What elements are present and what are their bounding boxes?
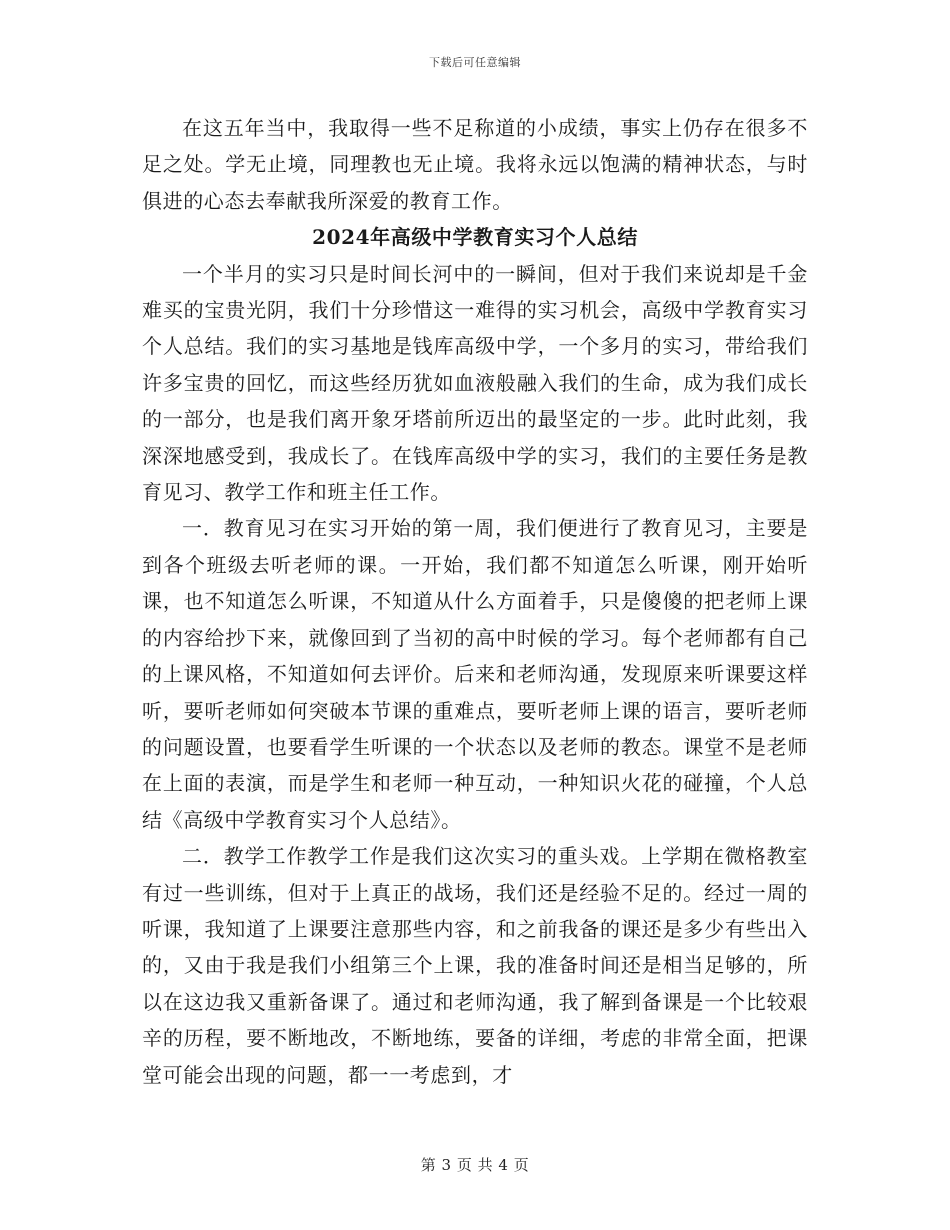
body-paragraph-intro: 一个半月的实习只是时间长河中的一瞬间，但对于我们来说却是千金难买的宝贵光阴，我们十分珍惜这一难得的实习机会，高级中学教育实习个人总结。我们的实习基地是钱库高级中学，一个多月的实习，带给我们许多宝贵的回忆，而这些经历犹如血液般融入我们的生命，成为我们成长的一部分，也是我们离开象牙塔前所迈出的最坚定的一步。此时此刻，我深深地感受到，我成长了。在钱库高级中学的实习，我们的主要任务是教育见习、教学工作和班主任工作。 (142, 261, 808, 505)
page-footer: 第 3 页 共 4 页 (420, 1156, 530, 1174)
body-paragraph-teaching: 二．教学工作教学工作是我们这次实习的重头戏。上学期在微格教室有过一些训练，但对于上真正的战场，我们还是经验不足的。经过一周的听课，我知道了上课要注意那些内容，和之前我备的课还是多少有些出入的，又由于我是我们小组第三个上课，我的准备时间还是相当足够的，所以在这边我又重新备课了。通过和老师沟通，我了解到备课是一个比较艰辛的历程，要不断地改，不断地练，要备的详细，考虑的非常全面，把课堂可能会出现的问题，都一一考虑到，才 (142, 844, 808, 1087)
document-body (142, 110, 808, 1093)
intro-paragraph: 在这五年当中，我取得一些不足称道的小成绩，事实上仍存在很多不足之处。学无止境，同理教也无止境。我将永远以饱满的精神状态，与时俱进的心态去奉献我所深爱的教育工作。 (142, 116, 808, 213)
body-paragraph-observation: 一．教育见习在实习开始的第一周，我们便进行了教育见习，主要是到各个班级去听老师的课。一开始，我们都不知道怎么听课，刚开始听课，也不知道怎么听课，不知道从什么方面着手，只是傻傻的把老师上课的内容给抄下来，就像回到了当初的高中时候的学习。每个老师都有自己的上课风格，不知道如何去评价。后来和老师沟通，发现原来听课要这样听，要听老师如何突破本节课的重难点，要听老师上课的语言，要听老师的问题设置，也要看学生听课的一个状态以及老师的教态。课堂不是老师在上面的表演，而是学生和老师一种互动，一种知识火花的碰撞，个人总结《高级中学教育实习个人总结》。 (142, 516, 808, 832)
section-title: 2024年高级中学教育实习个人总结 (312, 225, 638, 250)
page-header-note: 下载后可任意编辑 (429, 56, 521, 69)
